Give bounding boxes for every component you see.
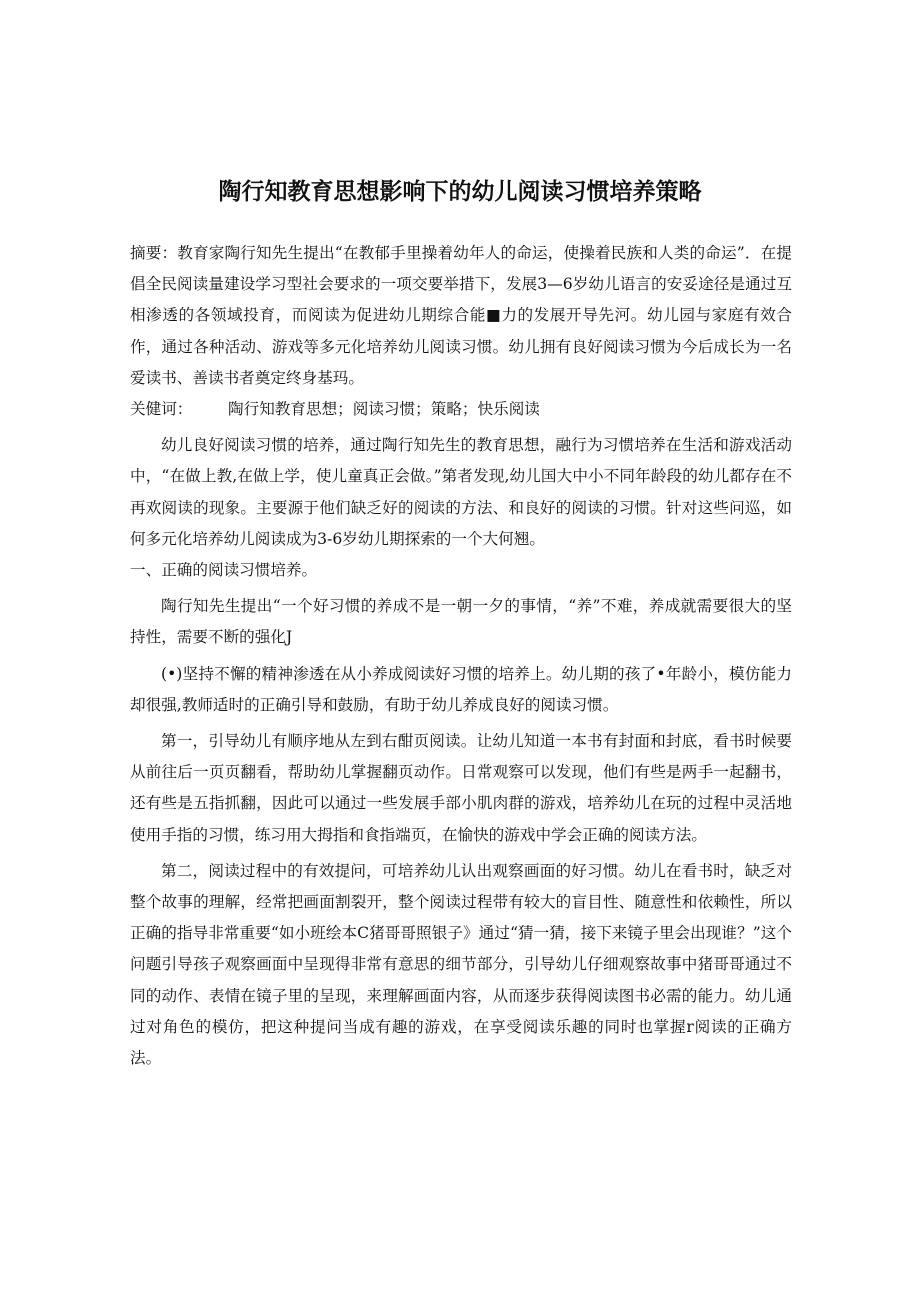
- paragraph-1: 陶行知先生提出“一个好习惯的养成不是一朝一夕的事情，“养”不难，养成就需要很大的坚持性，需要不断的强化J: [130, 597, 792, 647]
- section-heading-1: 一、正确的阅读习惯培养。: [130, 561, 318, 580]
- paragraph-3: 第一，引导幼儿有顺序地从左到右酣页阅读。让幼儿知道一本书有封面和封底，看书时候要从前往后一页页翻看，帮助幼儿掌握翻页动作。日常观察可以发现，他们有些是两手一起翻书，还有些是五指抓翻，因此可以通过一些发展手部小肌肉群的游戏，培养幼儿在玩的过程中灵活地使用手指的习惯，练习用大拇指和食指端页，在愉快的游戏中学会正确的阅读方法。: [130, 732, 792, 844]
- intro-paragraph: 幼儿良好阅读习惯的培养，通过陶行知先生的教育思想，融行为习惯培养在生活和游戏活动中，“在做上教,在做上学，使儿童真正会做。”第者发现,幼儿国大中小不同年龄段的幼儿都存在不再欢阅读的现象。主要源于他们缺乏好的阅读的方法、和良好的阅读的习惯。针对这些问巡，如何多元化培养幼儿阅读成为3-6岁幼儿期探索的一个大何翘。: [130, 436, 792, 548]
- keywords-line: [130, 394, 792, 425]
- keywords-text: 陶行知教育思想；阅读习惯；策略；快乐阅读: [228, 400, 540, 419]
- document-title: 陶行知教育思想影响下的幼儿阅读习惯培养策略: [218, 179, 702, 205]
- document-body: [130, 238, 792, 1074]
- paragraph-4: 第二，阅读过程中的有效提问，可培养幼儿认出观察画面的好习惯。幼儿在看书时，缺乏对整个故事的理解，经常把画面割裂开，整个阅读过程带有较大的盲目性、随意性和依赖性，所以正确的指导非常重要“如小班绘本C猪哥哥照银子》通过“猜一猜，接下来镜子里会出现谁？”这个问题引导孩子观察画面中呈现得非常有意思的细节部分，引导幼儿仔细观察故事中猪哥哥通过不同的动作、表情在镜子里的呈现，来理解画面内容，从而逐步获得阅读图书必需的能力。幼儿通过对角色的模仿，把这种提问当成有趣的游戏，在享受阅读乐趣的同时也掌握r阅读的正确方法。: [130, 861, 792, 1068]
- abstract-paragraph: 摘要：教育家陶行知先生提出“在教郁手里操着幼年人的命运，使操着民族和人类的命运”．在提倡全民阅读量建设学习型社会要求的一项交要举措下，发展3—6岁幼儿语言的安妥途径是通过互相渗透的各领域投育，而阅读为促进幼儿期综合能■力的发展开导先河。幼儿园与家庭有效合作，通过各种活动、游戏等多元化培养幼儿阅读习惯。幼儿拥有良好阅读习惯为今后成长为一名爱读书、善读书者奠定终身基玛。: [130, 244, 792, 387]
- keywords-label: 关健诃：: [130, 400, 193, 419]
- paragraph-2: (•)坚持不懈的精神渗透在从小养成阅读好习惯的培养上。幼儿期的孩了•年龄小，模仿能力却很强,教师适时的正确引导和鼓励，有助于幼儿养成良好的阅读习惯。: [130, 664, 792, 714]
